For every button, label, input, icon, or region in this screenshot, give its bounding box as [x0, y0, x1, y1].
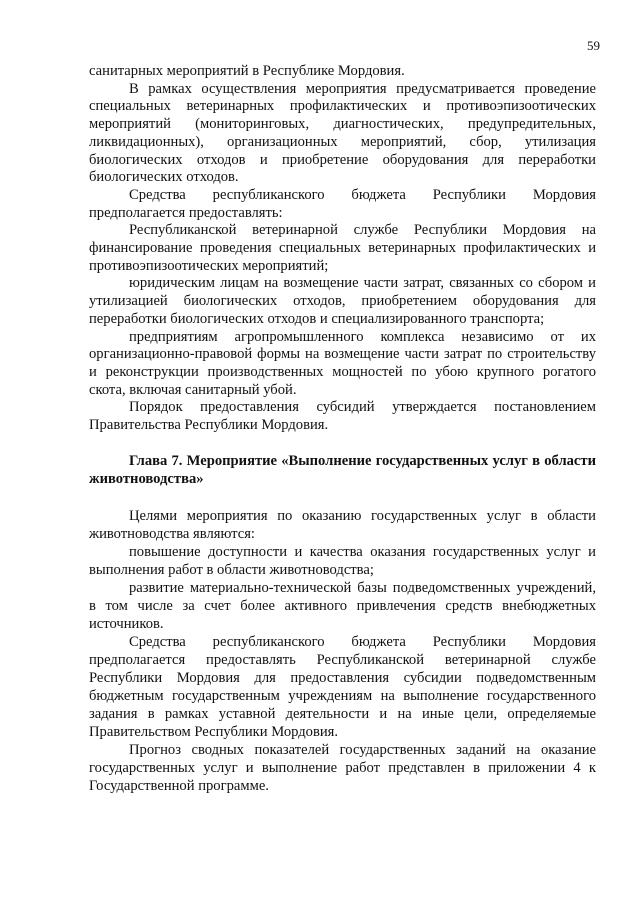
- paragraph: юридическим лицам на возмещение части затрат, связанных со сбором и утилизацией биологических отходов, приобретением оборудования для переработки биологических отходов и специализированного транспорта;: [89, 275, 596, 327]
- paragraph: повышение доступности и качества оказания государственных услуг и выполнения работ в области животноводства;: [89, 544, 596, 578]
- paragraph: предприятиям агропромышленного комплекса независимо от их организационно-правовой формы на возмещение части затрат по строительству и реконструкции производственных мощностей по убою крупного рогатого скота, включая санитарный убой.: [89, 328, 596, 398]
- paragraph: Прогноз сводных показателей государственных заданий на оказание государственных услуг и выполнение работ представлен в приложении 4 к Государственной программе.: [89, 742, 596, 794]
- paragraph: Средства республиканского бюджета Республики Мордовия предполагается предоставлять Республиканской ветеринарной службе Республики Мордовия для предоставления субсидии подведомственным бюджетным государственным учреждениям на выполнение государственного задания в рамках уставной деятельности и на иные цели, определяемые Правительством Республики Мордовия.: [89, 634, 596, 740]
- paragraph: Целями мероприятия по оказанию государственных услуг в области животноводства являются:: [89, 508, 596, 542]
- paragraph: развитие материально-технической базы подведомственных учреждений, в том числе за счет более активного привлечения средств внебюджетных источников.: [89, 580, 596, 632]
- paragraph: Республиканской ветеринарной службе Республики Мордовия на финансирование проведения специальных ветеринарных профилактических и противоэпизоотических мероприятий;: [89, 222, 596, 274]
- page-number: 59: [587, 38, 600, 53]
- paragraph: Порядок предоставления субсидий утверждается постановлением Правительства Республики Мордовия.: [89, 399, 596, 434]
- body-section-b: [89, 507, 596, 795]
- chapter-heading: Глава 7. Мероприятие «Выполнение государственных услуг в области животноводства»: [89, 453, 596, 487]
- paragraph: В рамках осуществления мероприятия предусматривается проведение специальных ветеринарных профилактических и противоэпизоотических мероприятий (мониторинговых, диагностических, предупредительных, ликвидационных), организационных мероприятий, сбор, утилизация биологических отходов и приобретение оборудования для переработки биологических отходов.: [89, 80, 596, 186]
- paragraph-continuation: санитарных мероприятий в Республике Мордовия.: [89, 63, 405, 79]
- body-section-a: [89, 63, 596, 435]
- paragraph: Средства республиканского бюджета Республики Мордовия предполагается предоставлять:: [89, 186, 596, 221]
